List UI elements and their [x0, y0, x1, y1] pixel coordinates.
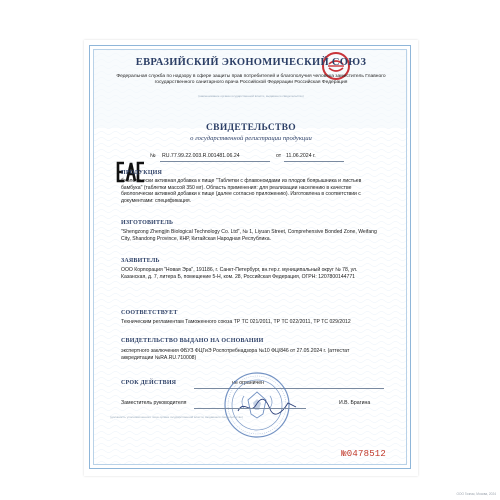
basis-label: СВИДЕТЕЛЬСТВО ВЫДАНО НА ОСНОВАНИИ [121, 338, 264, 344]
registration-number: RU.77.99.22.003.R.001481.06.24 [162, 153, 240, 159]
registration-date: 11.06.2024 г. [286, 153, 316, 159]
number-prefix: № [150, 153, 156, 159]
certificate-subtitle: о государственной регистрации продукции [190, 135, 312, 142]
compliance-text: Техническим регламентам Таможенного союза ТР ТС 021/2011, ТР ТС 022/2011, ТР ТС 029/2012 [121, 319, 351, 325]
issuing-authority: Федеральная служба по надзору в сфере защиты прав потребителей и благополучия человека заместитель Главного государственного санитарного врача Российской Федерации Российская Федерация [116, 74, 386, 85]
signatory-role: Заместитель руководителя [121, 400, 187, 406]
date-prefix: от [276, 153, 282, 159]
signature-icon [234, 395, 304, 417]
certificate-title: СВИДЕТЕЛЬСТВО [206, 123, 296, 133]
signatory-caption: (должность уполномоченного лица органа государственной власти, выдавшего свидетельство) [110, 415, 243, 419]
certificate-document [84, 40, 418, 476]
basis-text: экспертного заключения ФБУЗ ФЦГиЭ Роспотребнадзора №10 ФЦ/846 от 27.05.2024 г. (аттестат аккредитации №RA.RU.710008) [121, 348, 350, 361]
signatory-name: И.В. Брагина [339, 400, 371, 406]
manufacturer-text: "Shengzong Zhengjin Biological Technology Co. Ltd", № 1, Liyuan Street, Comprehensive Bonded Zone, Weifang City, Shandong Province, КНР, Китайская Народная Республика. [121, 229, 377, 242]
applicant-label: ЗАЯВИТЕЛЬ [121, 258, 160, 264]
compliance-label: СООТВЕТСТВУЕТ [121, 310, 178, 316]
validity-value: не ограничен [232, 380, 264, 386]
validity-label: СРОК ДЕЙСТВИЯ [121, 380, 177, 386]
union-title: ЕВРАЗИЙСКИЙ ЭКОНОМИЧЕСКИЙ СОЮЗ [135, 57, 367, 68]
applicant-text: ООО Корпорация "Новая Эра", 191186, г. Санкт-Петербург, вн.тер.г. муниципальный округ № 78, ул. Казанская, д. 7, литера Б, помещение 5-Н, ком. 28, Российская Федерация, ОГРН: 1207800144771 [121, 267, 358, 280]
page-footer: ООО Гознак, Москва, 2024 [456, 492, 496, 496]
serial-number: №0478512 [341, 449, 386, 459]
manufacturer-label: ИЗГОТОВИТЕЛЬ [121, 220, 174, 226]
authority-caption: (наименование органа государственной власти, выдавшего свидетельство) [198, 94, 304, 98]
product-label: ПРОДУКЦИЯ [121, 170, 163, 176]
product-text: биологически активная добавка к пище "Таблетки с флавоноидами из плодов боярышника и листьев бамбука" (таблетки массой 350 мг). Область применения: для реализации населению в качестве биологически активной добавки к пище (далее согласно приложению). Изготовлена в соответствии с документами: спецификация. [121, 178, 362, 204]
